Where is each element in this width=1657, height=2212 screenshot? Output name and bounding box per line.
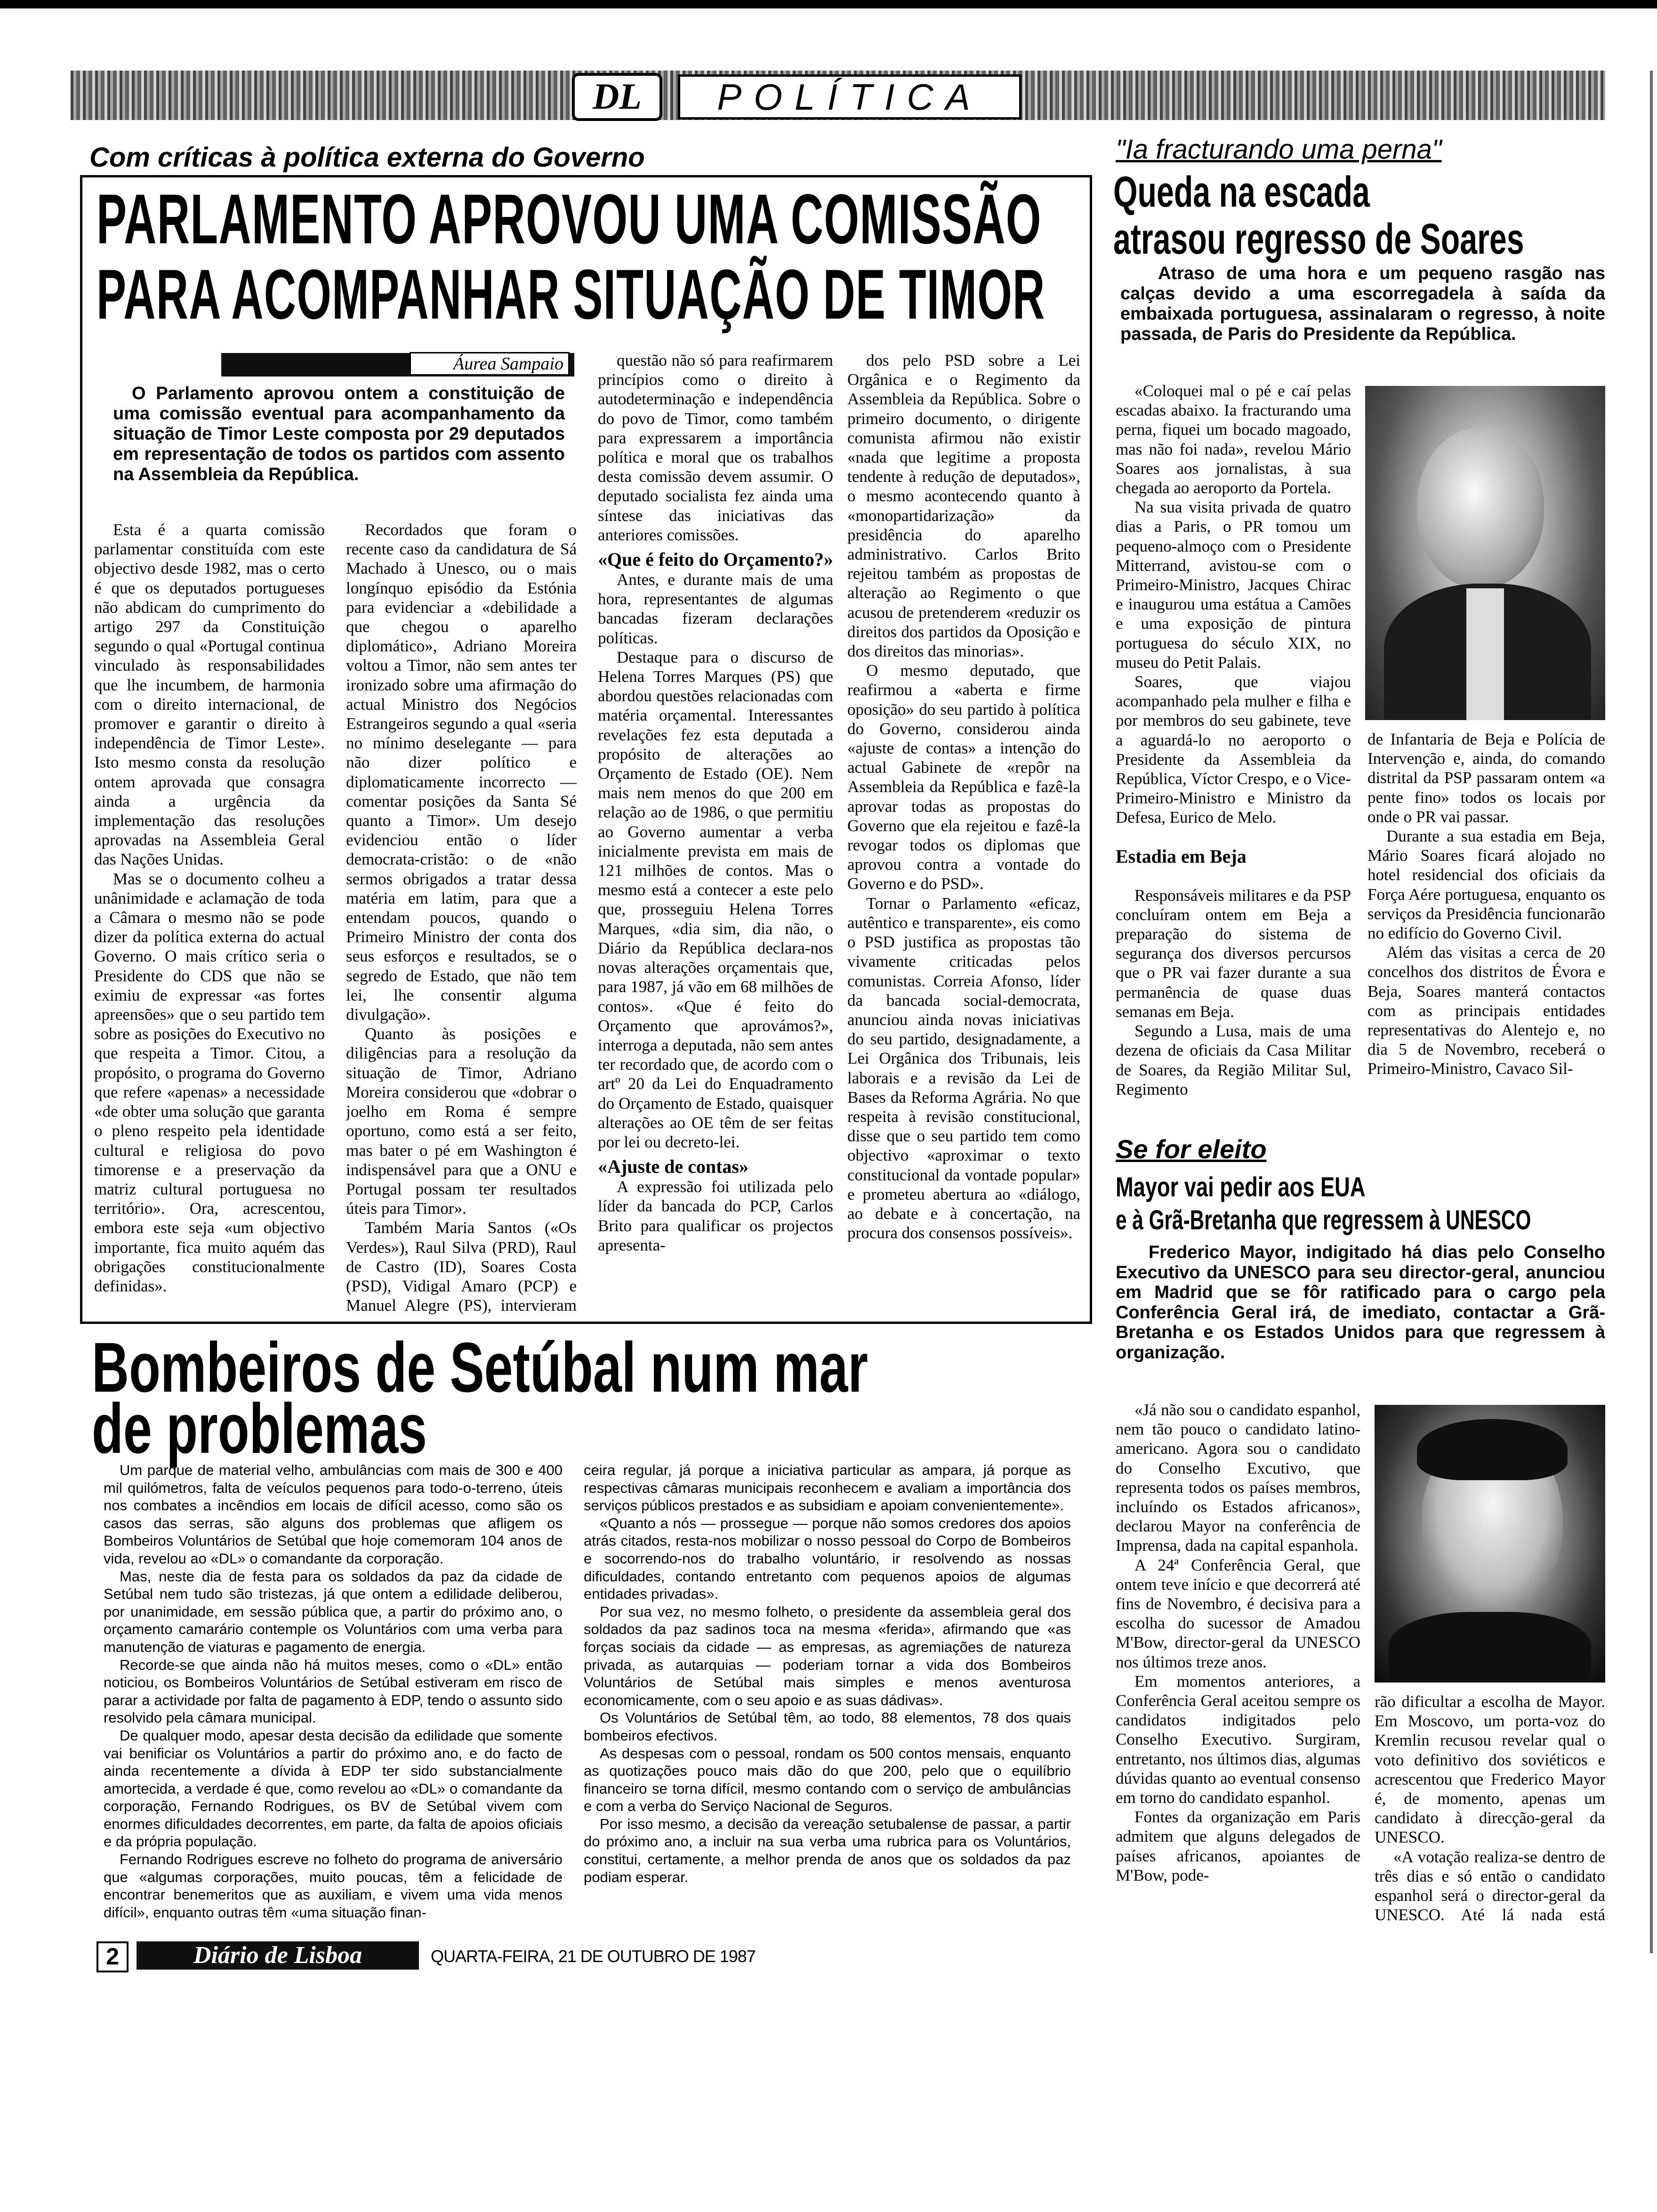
bombeiros-col1-p1: Um parque de material velho, ambulâncias com mais de 300 e 400 mil quilómetros, falta de veículos pequenos para todo-o-terreno, úteis nos combates a incêndios em locais de difícil acesso, como são os casos das serras, são alguns dos problemas que afligem os Bombeiros Voluntários de Setúbal que hoje comemoram 104 anos de vida, revelou ao «DL» o comandante da corporação. bbox=[104, 1462, 563, 1567]
bombeiros-col1-p4: De qualquer modo, apesar desta decisão da edilidade que somente vai benificiar os Voluntários a partir do próximo ano, e do facto de ainda recentemente a dívida à EDP ter sido substancialmente amortecida, a verdade é que, como revelou ao «DL» o comandante da corporação, Fernando Rodrigues, os BV de Setúbal vivem com enormes dificuldades decorrentes, em parte, da falta de apoios oficiais e da própria população. bbox=[104, 1727, 563, 1850]
bombeiros-col2-p2: «Quanto a nós — prossegue — porque não somos credores dos apoios atrás citados, resta-nos mobilizar o nosso pessoal do Corpo de Bombeiros e socorrendo-nos do trabalho voluntário, ir resolvendo as nossas dificuldades, contando entretanto com pequenos apoios de algumas entidades privadas». bbox=[584, 1515, 1071, 1603]
timor-col4 bbox=[847, 351, 1080, 1315]
top-border bbox=[0, 0, 1657, 8]
timor-box-right bbox=[1090, 175, 1092, 1323]
timor-col1-p2: Mas se o documento colheu a unânimidade e aclamação de toda a Câmara o mesmo não se pode dizer da política externa do actual Governo. O mais crítico seria o Presidente do CDS que não se eximiu de expressar «as fortes apreensões» que o seu partido tem sobre as posições do Executivo no que respeita a Timor. Citou, a propósito, o programa do Governo que refere «apenas» a necessidade «de obter uma solução que garanta o pleno respeito pela identidade cultural e religiosa do povo timorense e a preservação da matriz cultural portuguesa no território». Ora, acrescentou, embora este seja «um objectivo importante, fica muito aquém das obrigações constitucionalmente definidas». bbox=[94, 869, 325, 1295]
bombeiros-headline-1: Bombeiros de Setúbal num mar bbox=[92, 1328, 868, 1407]
timor-col2-p2: Quanto às posições e diligências para a resolução da situação de Timor, Adriano Moreira considerou que «dobrar o joelho em Roma é sempre oportuno, como está a ser feito, mas bater o pé em Washington é indispensável para que a ONU e Portugal possam ter resultados úteis para Timor». bbox=[346, 1025, 577, 1218]
timor-col1 bbox=[94, 520, 325, 1315]
masthead-logo bbox=[572, 73, 662, 121]
soares-lead-text: Atraso de uma hora e um pequeno rasgão nas calças devido a uma escorregadela à saída da embaixada portuguesa, assinalaram o regresso, à noite passada, de Paris do Presidente da República. bbox=[1120, 264, 1605, 344]
bombeiros-col1-p3: Recorde-se que ainda não há muitos meses, como o «DL» então noticiou, os Bombeiros Voluntários de Setúbal estiveram em risco de parar a actividade por falta de pagamento à EDP, tendo o assunto sido resolvido pela câmara municipal. bbox=[104, 1656, 563, 1726]
unesco-headline-2: e à Grã-Bretanha que regressem à UNESCO bbox=[1116, 1205, 1531, 1235]
unesco-kicker: Se for eleito bbox=[1116, 1134, 1267, 1164]
timor-col3-sub1: «Que é feito do Orçamento?» bbox=[598, 549, 833, 570]
bombeiros-col2-p4: Os Voluntários de Setúbal têm, ao todo, 88 elementos, 78 dos quais bombeiros efectivos. bbox=[584, 1709, 1071, 1744]
timor-box-left bbox=[80, 175, 82, 1323]
unesco-col2-p2: «A votação realiza-se dentro de três dias e só então o candidato espanhol será o director-geral da UNESCO. Até lá nada está bbox=[1375, 1847, 1605, 1924]
unesco-col1 bbox=[1116, 1400, 1360, 1925]
bombeiros-col2 bbox=[584, 1461, 1071, 1941]
timor-col2-p3: Também Maria Santos («Os Verdes»), Raul Silva (PRD), Raul de Castro (ID), Soares Costa (PSD), Vidigal Amaro (PCP) e Manuel Alegre (PS), intervieram bbox=[346, 1218, 577, 1315]
timor-col2 bbox=[346, 520, 577, 1315]
timor-col3-p4: A expressão foi utilizada pelo líder da bancada do PCP, Carlos Brito para qualificar os projectos apresenta- bbox=[598, 1178, 833, 1254]
unesco-col1-p1: «Já não sou o candidato espanhol, nem tão pouco o candidato latino-americano. Agora sou o candidato do Conselho Excutivo, que representa todos os países membros, incluíndo os Estados africanos», declarou Mayor na conferência de Imprensa, dada na capital espanhola. bbox=[1116, 1401, 1360, 1555]
timor-lead-text: O Parlamento aprovou ontem a constituição de uma comissão eventual para acompanhamento da situação de Timor Leste composta por 29 deputados em representação de todos os partidos com assento na Assembleia da República. bbox=[113, 384, 565, 484]
soares-photo bbox=[1365, 386, 1605, 720]
soares-col2 bbox=[1367, 729, 1605, 1120]
section-title bbox=[678, 74, 1022, 120]
bombeiros-col2-p5: As despesas com o pessoal, rondam os 500 contos mensais, enquanto as quotizações pouco mais dão do que 200, pelo que o equilíbrio financeiro se torna difícil, mesmo contando com o serviço de ambulâncias e com a verba do Serviço Nacional de Seguros. bbox=[584, 1745, 1071, 1815]
timor-headline-1: PARLAMENTO APROVOU UMA COMISSÃO bbox=[97, 179, 1042, 258]
bombeiros-col1-p5: Fernando Rodrigues escreve no folheto do programa de aniversário que «algumas corporações, muito poucas, têm a felicidade de encontrar benemeritos que as auxiliam, e vivem uma vida menos difícil», enquanto outras têm «uma situação finan- bbox=[104, 1851, 563, 1921]
paper-name: Diário de Lisboa bbox=[137, 1941, 419, 1970]
timor-col3 bbox=[598, 351, 833, 1315]
timor-col1-p1: Esta é a quarta comissão parlamentar constituída com este objectivo desde 1982, mas o certo é que os deputados portugueses não abdicam do cumprimento do artigo 297 da Constituição segundo o qual «Portugal continua vinculado às responsabilidades que lhe incumbem, de harmonia com o direito internacional, de promover e garantir o direito à independência de Timor Leste». Isto mesmo consta da resolução ontem aprovada que consagra ainda a urgência da implementação das resoluções aprovadas na Assembleia Geral das Nações Unidas. bbox=[94, 521, 325, 869]
page-number: 2 bbox=[97, 1941, 129, 1972]
timor-col4-p1: dos pelo PSD sobre a Lei Orgânica e o Regimento da Assembleia da República. Sobre o primeiro documento, o dirigente comunista afirmou não existir «nada que legitime a proposta tendente à redução de deputados», o mesmo acontecendo quanto à «monopartidarização» da presidência do aparelho administrativo. Carlos Brito rejeitou também as propostas de alteração ao Regimento o que acusou de pretenderem «reduzir os direitos dos partidos da Oposição e dos direitos das minorias». bbox=[847, 351, 1080, 661]
timor-col2-p1: Recordados que foram o recente caso da candidatura de Sá Machado à Unesco, ou o mais longínquo episódio da Estónia para evidenciar a «debilidade a que chegou o aparelho diplomático», Adriano Moreira voltou a Timor, não sem antes ter ironizado sobre uma afirmação do actual Ministro dos Negócios Estrangeiros segundo a qual «seria no mínimo deselegante — para não dizer político e diplomaticamente incorrecto — comentar posições da Santa Sé quanto a Timor». Um desejo evidenciou então o líder democrata-cristão: o de «não sermos obrigados a tratar dessa matéria em latim, para que a entendam poucos, quando o Primeiro Ministro der conta dos seus esforços e resultados, se o segredo de Estado, que não tem lei, lhe consentir alguma divulgação». bbox=[346, 521, 577, 1024]
soares-col1 bbox=[1116, 381, 1351, 1120]
unesco-headline-1: Mayor vai pedir aos EUA bbox=[1116, 1172, 1366, 1202]
bombeiros-col2-p6: Por isso mesmo, a decisão da vereação setubalense de passar, a partir do próximo ano, a incluir na sua verba uma rubrica para os Voluntários, constitui, certamente, a melhor prenda de anos que os soldados da paz podiam esperar. bbox=[584, 1815, 1071, 1885]
timor-col4-p3: Tornar o Parlamento «eficaz, autêntico e transparente», eis como o PSD justifica as propostas tão vivamente criticadas pelos comunistas. Correia Afonso, líder da bancada social-democrata, anunciou ainda novas iniciativas do seu partido, designadamente, a Lei Orgânica dos Tribunais, leis laborais e a revisão da Lei de Bases da Reforma Agrária. No que respeita à revisão constitucional, disse que o seu partido tem como objectivo «aproximar o texto constitucional da vontade popular» e prometeu abertura ao «diálogo, ao debate e à concertação, na procura dos consensos possíveis». bbox=[847, 894, 1080, 1242]
bombeiros-col2-p3: Por sua vez, no mesmo folheto, o presidente da assembleia geral dos soldados da paz sadinos toca na mesma «ferida», afirmando que «as forças sociais da cidade — as empresas, as agremiações de natureza privada, as autarquias — poderiam tornar a vida dos Bombeiros Voluntários de Setúbal mais simples e menos aventurosa economicamente, com o seu apoio e as suas dádivas». bbox=[584, 1603, 1071, 1708]
soares-col2-p2: Durante a sua estadia em Beja, Mário Soares ficará alojado no hotel residencial dos oficiais da Força Aére portuguesa, enquanto os serviços da Presidência funcionarão no edifício do Governo Civil. bbox=[1367, 827, 1605, 943]
timor-col3-sub2: «Ajuste de contas» bbox=[598, 1156, 748, 1178]
soares-col1-p1: «Coloquei mal o pé e caí pelas escadas abaixo. Ia fracturando uma perna, fiquei um bocado magoado, mas não foi nada», revelou Mário Soares aos jornalistas, à sua chegada ao aeroporto da Portela. bbox=[1116, 382, 1351, 497]
soares-headline-2: atrasou regresso de Soares bbox=[1113, 215, 1524, 263]
soares-kicker: "Ia fracturando uma perna" bbox=[1116, 134, 1442, 165]
bombeiros-col1 bbox=[104, 1461, 563, 1941]
section-label: POLÍTICA bbox=[717, 76, 982, 118]
soares-col2-p1: de Infantaria de Beja e Polícia de Intervenção e, ainda, do comando distrital da PSP passaram ontem «a pente fino» todos os locais por onde o PR vai passar. bbox=[1367, 730, 1605, 826]
logo-text: DL bbox=[593, 76, 642, 117]
soares-headline-1: Queda na escada bbox=[1113, 168, 1370, 216]
timor-box-top bbox=[80, 175, 1092, 177]
soares-col1-p5: Segundo a Lusa, mais de uma dezena de oficiais da Casa Militar de Soares, da Região Militar Sul, Regimento bbox=[1116, 1022, 1351, 1098]
right-edge bbox=[1650, 71, 1653, 1953]
timor-col4-p2: O mesmo deputado, que reafirmou a «aberta e firme oposição» do seu partido à política do Governo, considerou ainda «ajuste de contas» a intenção do actual Gabinete de «repôr na Assembleia da República e fazê-la aprovar todas as propostas do Governo que ela rejeitou e fazê-la revogar todos os diplomas que aprovou contra a vontade do Governo e do PSD». bbox=[847, 661, 1080, 893]
bombeiros-col2-p1: ceira regular, já porque a iniciativa particular as ampara, já porque as respectivas câmaras municipais reconhecem e avaliam a importância dos serviços públicos prestados e as subsidiam e apoiam convenientemente». bbox=[584, 1462, 1071, 1514]
unesco-col2-p1: rão dificultar a escolha de Mayor. Em Moscovo, um porta-voz do Kremlin recusou revelar qual o voto definitivo dos soviéticos e acrescentou que Frederico Mayor é, de momento, apenas um candidato à direcção-geral da UNESCO. bbox=[1375, 1692, 1605, 1847]
timor-col3-p1: questão não só para reafirmarem princípios como o direito à autodeterminação e independência do povo de Timor, como também para expressarem a importância política e moral que os trabalhos desta comissão devem assumir. O deputado socialista fez ainda uma síntese das iniciativas das anteriores comissões. bbox=[598, 351, 833, 544]
soares-col1-p3: Soares, que viajou acompanhado pela mulher e filha e por membros do seu gabinete, teve a aguardá-lo no aeroporto o Presidente da Assembleia da República, Víctor Crespo, e o Vice-Primeiro-Ministro e Ministro da Defesa, Eurico de Melo. bbox=[1116, 673, 1351, 827]
timor-col3-p2: Antes, e durante mais de uma hora, representantes de algumas bancadas fizeram declarações políticas. bbox=[598, 570, 833, 647]
timor-box-bottom bbox=[80, 1322, 1092, 1324]
issue-date: QUARTA-FEIRA, 21 DE OUTUBRO DE 1987 bbox=[431, 1947, 756, 1966]
unesco-col1-p2: A 24ª Conferência Geral, que ontem teve início e que decorrerá até fins de Novembro, é decisiva para a escolha do sucessor de Amadou M'Bow, director-geral da UNESCO nos últimos treze anos. bbox=[1116, 1555, 1360, 1671]
timor-kicker: Com críticas à política externa do Governo bbox=[89, 142, 645, 173]
soares-subhead: Estadia em Beja bbox=[1116, 845, 1247, 867]
soares-col1-p2: Na sua visita privada de quatro dias a Paris, o PR tomou um pequeno-almoço com o Presidente Mitterrand, avistou-se com o Primeiro-Ministro, Jacques Chirac e inaugurou uma estátua a Camões e uma exposição de pintura portuguesa do século XIX, no museu do Petit Palais. bbox=[1116, 498, 1351, 672]
soares-col1-p4: Responsáveis militares e da PSP concluíram ontem em Beja a preparação do sistema de segurança dos diversos percursos que o PR vai fazer durante a sua permanência de quase duas semanas em Beja. bbox=[1116, 886, 1351, 1021]
mayor-photo bbox=[1375, 1405, 1605, 1683]
timor-headline-2: PARA ACOMPANHAR SITUAÇÃO DE TIMOR bbox=[97, 255, 1046, 334]
bombeiros-col1-p2: Mas, neste dia de festa para os soldados da paz da cidade de Setúbal nem tudo são tristezas, já que ontem a edilidade deliberou, por unanimidade, em sessão pública que, a partir do próximo ano, o orçamento camarário contemple os Voluntários com uma verba para manutenção de viaturas e pagamento de energia. bbox=[104, 1568, 563, 1655]
unesco-col2 bbox=[1375, 1692, 1605, 1925]
unesco-col1-p3: Em momentos anteriores, a Conferência Geral aceitou sempre os candidatos indigitados pelo Conselho Executivo. Surgiram, entretanto, nos últimos dias, algumas dúvidas quanto ao eventual consenso em torno do candidato espanhol. bbox=[1116, 1672, 1360, 1807]
unesco-lead-text: Frederico Mayor, indigitado há dias pelo Conselho Executivo da UNESCO para seu director-geral, anunciou em Madrid que se fôr ratificado para o cargo pela Conferência Geral irá, de imediato, contactar a Grã-Bretanha e os Estados Unidos para que regressem à organização. bbox=[1116, 1242, 1605, 1362]
soares-lead bbox=[1120, 264, 1605, 369]
bombeiros-headline-2: de problemas bbox=[92, 1389, 427, 1468]
soares-col2-p3: Além das visitas a cerca de 20 concelhos dos distritos de Évora e Beja, Soares manterá contactos com as principais entidades representativas do Alentejo e, no dia 5 de Novembro, receberá o Primeiro-Ministro, Cavaco Sil- bbox=[1367, 943, 1605, 1078]
byline: Áurea Sampaio bbox=[410, 352, 570, 376]
timor-col3-p3: Destaque para o discurso de Helena Torres Marques (PS) que abordou questões relacionadas com matéria orçamental. Interessantes revelações fez esta deputada a propósito de alterações ao Orçamento de Estado (OE). Nem mais nem menos do que 200 em relação ao de 1986, o que permitiu ao Governo aumentar a verba inicialmente prevista em mais de 121 milhões de contos. Mas o mesmo está a contecer a este pelo que, prosseguiu Helena Torres Marques, «dia sim, dia não, o Diário da República declara-nos novas alterações orçamentais que, para 1987, já vão em 68 milhões de contos». «Que é feito do Orçamento que aprovámos?», interroga a deputada, não sem antes ter recordado que, de acordo com o artº 20 da Lei do Enquadramento do Orçamento de Estado, quaisquer alterações ao OE têm de ser feitas por lei ou decreto-lei. bbox=[598, 648, 833, 1151]
timor-lead bbox=[113, 384, 565, 506]
unesco-lead bbox=[1116, 1242, 1605, 1384]
unesco-col1-p4: Fontes da organização em Paris admitem que alguns delegados de países africanos, apoiantes de M'Bow, pode- bbox=[1116, 1808, 1360, 1884]
